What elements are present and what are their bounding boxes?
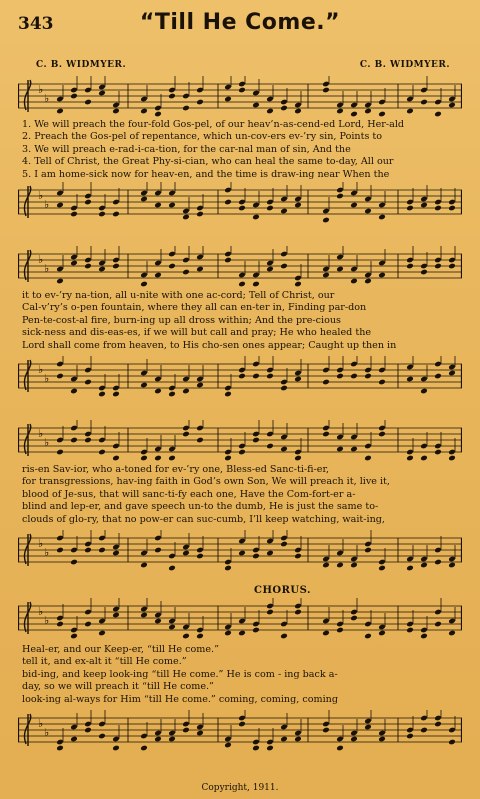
lyric-line: Pen-te-cost-al fire, burn-ing up all dross within; And the pre-cious [22, 314, 341, 326]
lyrics-block-1 [22, 119, 452, 181]
lyrics-block-2 [22, 290, 452, 352]
bass-staff-1 [18, 182, 462, 224]
bass-staff-2 [18, 356, 462, 398]
svg-text:♭: ♭ [44, 198, 50, 211]
lyric-line: 4. Tell of Christ, the Great Phy-si-cian, who can heal the same to-day, All our [22, 156, 394, 168]
svg-text:♭: ♭ [38, 83, 44, 96]
lyric-line: it to ev-’ry na-tion, all u-nite with one ac-cord; Tell of Christ, our [22, 290, 335, 301]
lyric-line: bid-ing, and keep look-ing “till He come.” He is com - ing back a- [22, 668, 338, 680]
lyric-line: blind and lep-er, and gave speech un-to the dumb, He is just the same to- [22, 501, 379, 513]
lyric-line: Heal-er, and our Keep-er, “till He come.” [22, 644, 220, 655]
svg-text:♭: ♭ [38, 537, 44, 550]
lyric-line: ris-en Sav-ior, who a-toned for ev-’ry one, Bless-ed Sanc-ti-fi-er, [22, 464, 330, 475]
lyrics-block-4 [22, 644, 452, 706]
svg-text:♭: ♭ [44, 92, 50, 105]
treble-staff-4 [18, 598, 462, 640]
music-credit: C. B. WIDMYER. [359, 60, 450, 70]
lyrics-block-3 [22, 464, 452, 526]
lyric-line: day, so we will preach it “till He come.” [22, 681, 214, 693]
svg-text:♭: ♭ [44, 436, 50, 449]
lyric-line: sick-ness and dis-eas-es, if we will but call and pray; He who healed the [22, 327, 372, 339]
lyric-line: Lord shall come from heaven, to His cho-sen ones appear; Caught up then in [22, 339, 397, 351]
lyric-line: 3. We will preach e-rad-i-ca-tion, for the car-nal man of sin, And the [22, 143, 351, 155]
lyric-line: for transgressions, hav-ing faith in God’s own Son, We will preach it, live it, [22, 476, 390, 488]
lyric-line: tell it, and ex-alt it “till He come.” [22, 656, 187, 668]
lyric-line: 2. Preach the Gos-pel of repentance, which un-cov-ers ev-’ry sin, Points to [22, 131, 383, 143]
svg-text:♭: ♭ [44, 546, 50, 559]
hymn-number: 343 [18, 14, 54, 34]
svg-text:♭: ♭ [44, 614, 50, 627]
lyric-line: clouds of glo-ry, that no pow-er can suc-cumb, I’ll keep watching, wait-ing, [22, 513, 385, 525]
svg-text:♭: ♭ [44, 726, 50, 739]
lyric-line: 5. I am home-sick now for heav-en, and the time is draw-ing near When the [22, 168, 390, 180]
svg-text:♭: ♭ [38, 189, 44, 202]
chorus-label: CHORUS. [254, 585, 311, 596]
treble-staff-1 [18, 76, 462, 118]
svg-text:♭: ♭ [38, 253, 44, 266]
svg-text:♭: ♭ [38, 427, 44, 440]
copyright-notice: Copyright, 1911. [201, 783, 279, 793]
lyric-line: 1. We will preach the four-fold Gos-pel, of our heav’n-as-cend-ed Lord, Her-ald [22, 119, 405, 130]
bass-staff-3 [18, 530, 462, 572]
bass-staff-4 [18, 710, 462, 752]
svg-text:♭: ♭ [38, 717, 44, 730]
lyric-line: Cal-v’ry’s o-pen fountain, where they all can en-ter in, Finding par-don [22, 302, 367, 314]
treble-staff-2 [18, 246, 462, 288]
hymn-title: “Till He Come.” [139, 10, 341, 35]
svg-text:♭: ♭ [38, 605, 44, 618]
svg-text:♭: ♭ [44, 262, 50, 275]
svg-text:♭: ♭ [38, 363, 44, 376]
lyric-line: look-ing al-ways for Him “till He come.” coming, coming, coming [22, 693, 338, 705]
svg-text:♭: ♭ [44, 372, 50, 385]
words-credit: C. B. WIDMYER. [36, 60, 127, 70]
lyric-line: blood of Je-sus, that will sanc-ti-fy each one, Have the Com-fort-er a- [22, 488, 356, 500]
treble-staff-3 [18, 420, 462, 462]
